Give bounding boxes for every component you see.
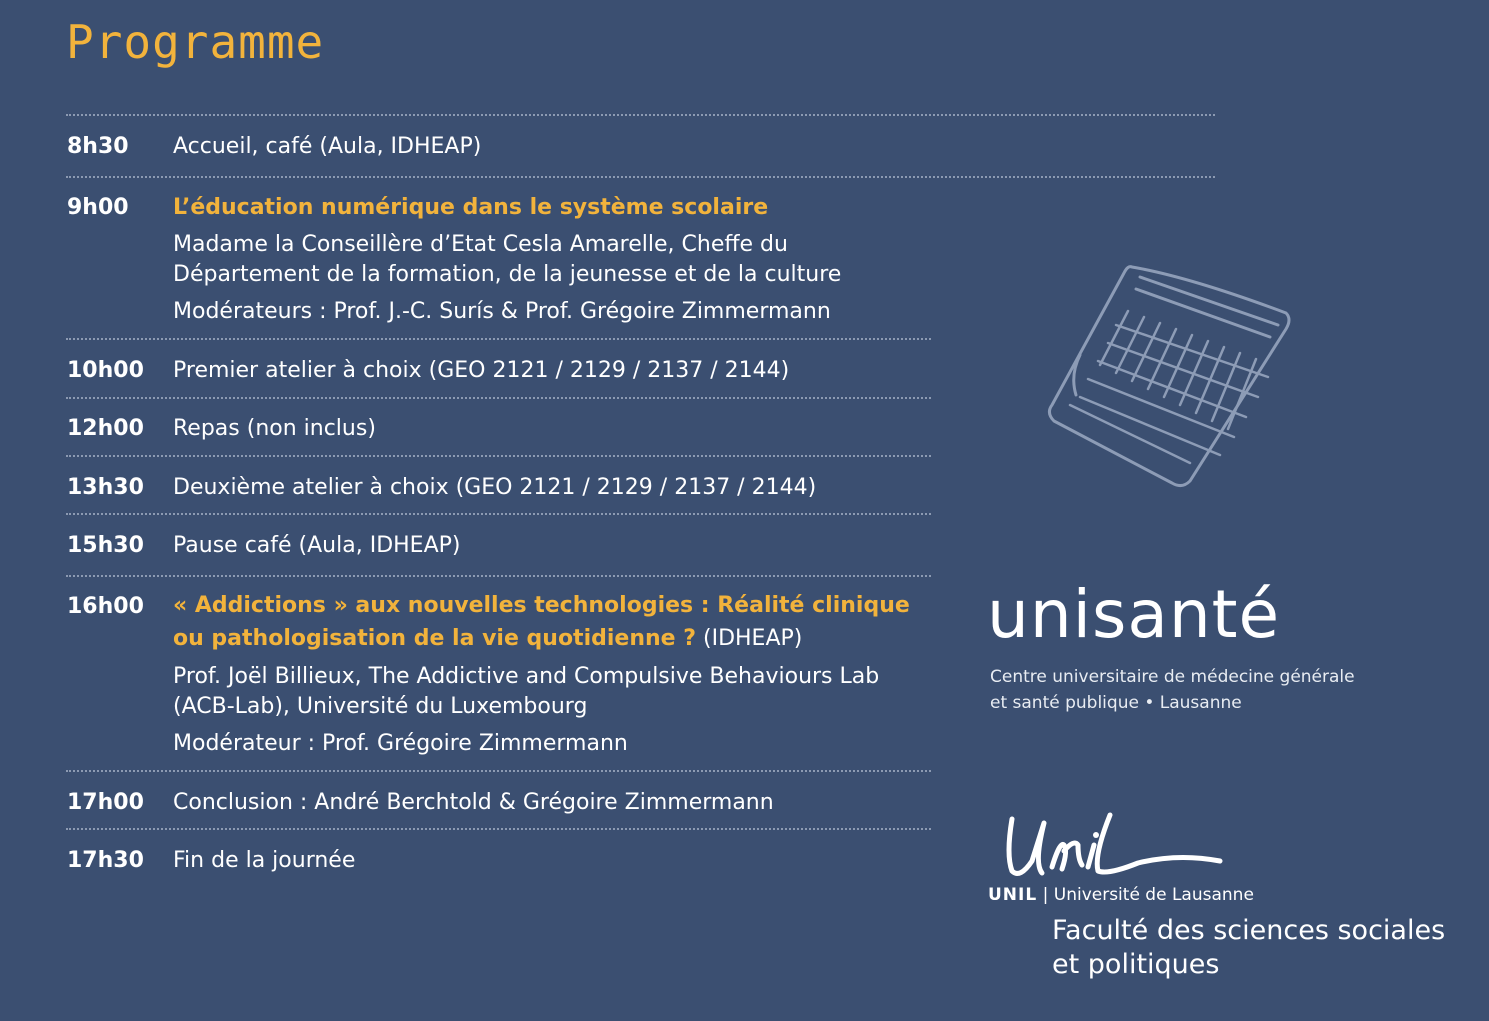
divider [66, 338, 931, 340]
schedule-text: Accueil, café (Aula, IDHEAP) [173, 134, 482, 159]
unil-abbr: UNIL [988, 885, 1038, 905]
session-title: « Addictions » aux nouvelles technologies : Réalité clinique [173, 593, 910, 618]
schedule-time: 10h00 [67, 358, 144, 383]
schedule-text: Deuxième atelier à choix (GEO 2121 / 2129 / 2137 / 2144) [173, 475, 817, 500]
divider [66, 828, 931, 830]
schedule-time: 8h30 [67, 134, 129, 159]
divider [66, 575, 931, 577]
unisante-subtitle: et santé publique • Lausanne [990, 693, 1242, 713]
divider [66, 513, 931, 515]
faculty-name: et politiques [1052, 949, 1220, 980]
unil-separator: | [1037, 885, 1054, 905]
session-title-part: ou pathologisation de la vie quotidienne ? [173, 626, 696, 651]
divider [66, 114, 1215, 116]
moderator-text: Modérateur : Prof. Grégoire Zimmermann [173, 731, 628, 756]
schedule-time: 13h30 [67, 475, 144, 500]
calculator-illustration-icon [1040, 255, 1300, 495]
speaker-text: Prof. Joël Billieux, The Addictive and Compulsive Behaviours Lab [173, 664, 880, 689]
schedule-text: Fin de la journée [173, 848, 356, 873]
divider [66, 397, 931, 399]
session-location: (IDHEAP) [696, 626, 803, 651]
unil-full-name: Université de Lausanne [1053, 885, 1254, 905]
unisante-subtitle: Centre universitaire de médecine générale [990, 667, 1355, 687]
session-title: L’éducation numérique dans le système scolaire [173, 195, 769, 220]
divider [66, 176, 1215, 178]
schedule-text: Conclusion : André Berchtold & Grégoire Zimmermann [173, 790, 774, 815]
schedule-text: Pause café (Aula, IDHEAP) [173, 533, 461, 558]
schedule-time: 17h00 [67, 790, 144, 815]
schedule-text: Premier atelier à choix (GEO 2121 / 2129 / 2137 / 2144) [173, 358, 790, 383]
moderator-text: Modérateurs : Prof. J.-C. Surís & Prof. Grégoire Zimmermann [173, 299, 831, 324]
schedule-time: 15h30 [67, 533, 144, 558]
schedule-text: Repas (non inclus) [173, 416, 376, 441]
divider [66, 770, 931, 772]
schedule-time: 17h30 [67, 848, 144, 873]
speaker-text: Département de la formation, de la jeunesse et de la culture [173, 262, 842, 287]
schedule-time: 12h00 [67, 416, 144, 441]
divider [66, 455, 931, 457]
programme-title: Programme [66, 15, 325, 69]
schedule-time: 16h00 [67, 594, 144, 619]
schedule-time: 9h00 [67, 195, 129, 220]
session-title-line2 [173, 624, 802, 654]
unisante-logo: unisanté [987, 576, 1281, 653]
speaker-text: (ACB-Lab), Université du Luxembourg [173, 694, 588, 719]
speaker-text: Madame la Conseillère d’Etat Cesla Amarelle, Cheffe du [173, 232, 788, 257]
faculty-name: Faculté des sciences sociales [1052, 915, 1446, 946]
unil-name [988, 883, 1254, 907]
unil-signature-logo [998, 805, 1228, 885]
